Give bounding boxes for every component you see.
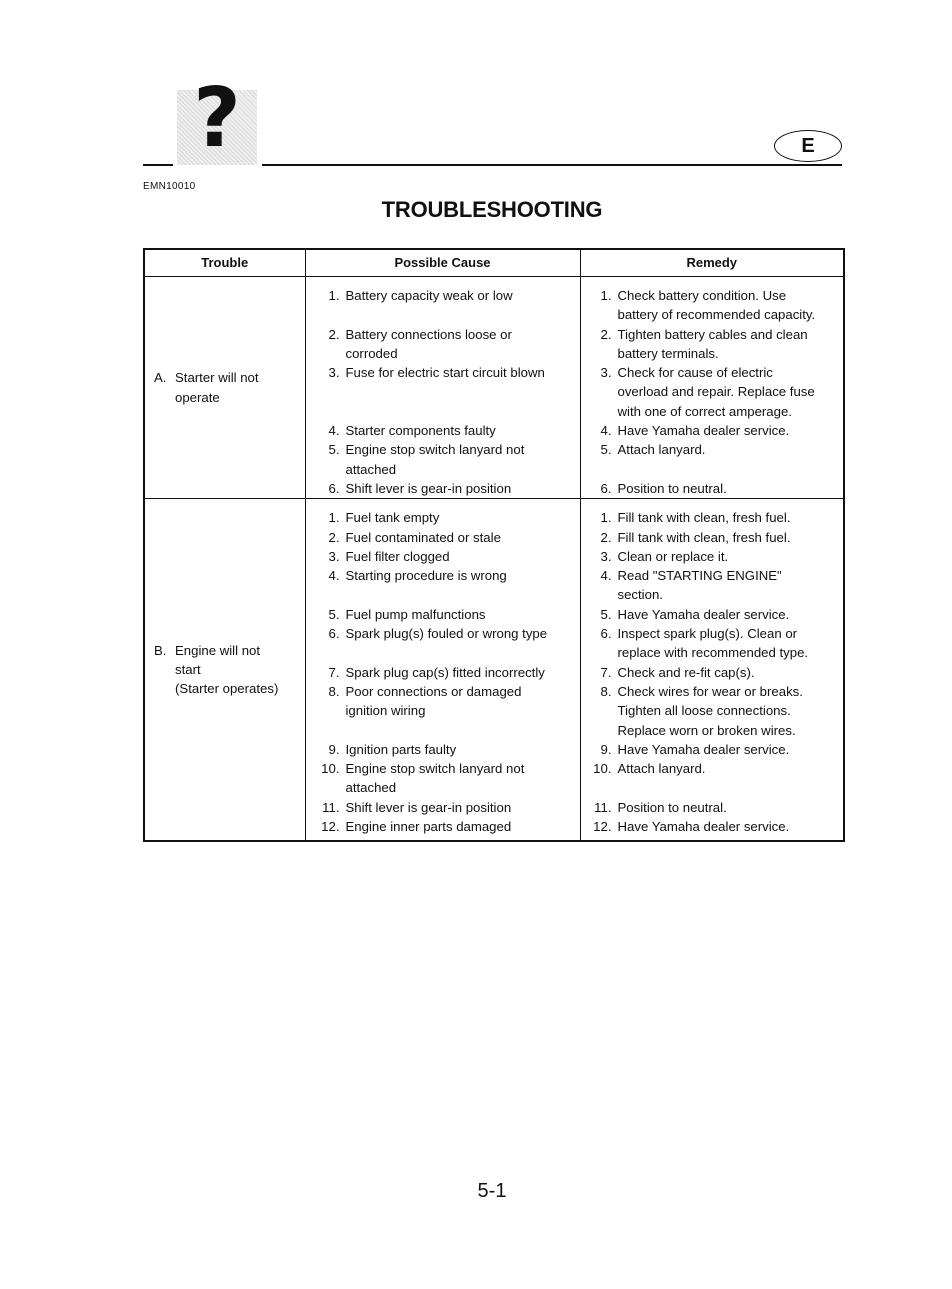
item-number: 6. [328,480,340,496]
remedy-item-text: Check for cause of electric [617,365,773,381]
remedy-item-text: Read "STARTING ENGINE" [617,568,782,584]
cause-item [310,547,576,566]
cause-item-text: ignition wiring [345,703,426,719]
cause-item-text: Poor connections or damaged [345,683,522,699]
cause-item-text: Battery capacity weak or low [345,288,513,303]
remedy-item-text: Fill tank with clean, fresh fuel. [617,529,791,545]
cause-item-text: attached [345,461,397,477]
cause-item-text: Fuel filter clogged [345,548,450,564]
remedy-item-text: battery terminals. [617,345,719,361]
item-number: 10. [593,761,612,777]
cause-item-text: Shift lever is gear-in position [345,480,512,496]
item-number: 3. [600,365,612,381]
item-number: 3. [328,548,340,564]
trouble-text: (Starter operates) [175,681,279,697]
remedy-item [585,798,840,817]
remedy-item-text: Have Yamaha dealer service. [617,606,790,622]
trouble-text: Engine will not [175,642,261,658]
cause-item [310,798,576,817]
cause-item-text: Starting procedure is wrong [345,568,507,584]
item-number: 10. [321,761,340,777]
item-number: 3. [328,365,340,381]
remedy-item-text: Attach lanyard. [617,442,706,458]
item-number: 2. [328,529,340,545]
header-rule-left [143,164,173,166]
item-number: 1. [600,288,612,303]
remedy-item-text: Check battery condition. Use [617,288,787,303]
header-trouble: Trouble [144,249,305,277]
table-row [144,499,844,842]
remedy-item-text: with one of correct amperage. [617,403,792,419]
question-mark-icon: ? [193,71,241,166]
cause-item-text: Fuse for electric start circuit blown [345,365,545,381]
item-number: 1. [328,510,340,526]
cause-item [310,508,576,527]
header-rule-right [262,164,842,166]
cause-item [310,528,576,547]
cause-item [310,817,576,836]
trouble-text: operate [175,389,220,405]
remedy-item [585,528,840,547]
cause-item [310,286,576,325]
troubleshooting-icon-box [177,71,257,166]
item-number: 9. [600,741,612,757]
remedy-item [585,566,840,605]
header-possible-cause: Possible Cause [305,249,580,277]
trouble-letter: B. [154,642,167,658]
item-number: 4. [328,423,340,439]
remedy-item [585,286,840,325]
cause-item-text: Engine stop switch lanyard not [345,761,525,777]
trouble-cell [144,277,305,499]
remedy-item [585,325,840,364]
remedy-item [585,740,840,759]
item-number: 5. [600,606,612,622]
item-number: 4. [600,423,612,439]
remedy-item-text: replace with recommended type. [617,645,809,661]
item-number: 6. [600,480,612,496]
item-number: 11. [322,799,340,815]
remedy-item-text: Check and re-fit cap(s). [617,664,755,680]
item-number: 8. [600,683,612,699]
remedy-item-text: Replace worn or broken wires. [617,722,796,738]
cause-item-text: Spark plug cap(s) fitted incorrectly [345,664,545,680]
remedy-item [585,682,840,740]
item-number: 4. [600,568,612,584]
remedy-item [585,624,840,663]
cause-item-text: Fuel pump malfunctions [345,606,486,622]
remedy-item [585,479,840,498]
cause-item [310,740,576,759]
cause-item-text: Fuel contaminated or stale [345,529,501,545]
remedy-item-text: Fill tank with clean, fresh fuel. [617,510,791,526]
cause-item [310,363,576,421]
item-number: 6. [600,626,612,642]
cause-item-text: Starter components faulty [345,423,496,439]
cause-item-text: Ignition parts faulty [345,741,457,757]
remedy-item-text: overload and repair. Replace fuse [617,384,815,400]
remedy-cell [580,277,844,499]
item-number: 7. [600,664,612,680]
cause-item-text: Battery connections loose or [345,326,512,342]
language-badge: E [774,130,842,162]
item-number: 12. [593,819,612,835]
remedy-item-text: Clean or replace it. [617,548,729,564]
cause-item [310,605,576,624]
remedy-item-text: Tighten all loose connections. [617,703,791,719]
remedy-item [585,508,840,527]
remedy-item-text: Have Yamaha dealer service. [617,741,790,757]
table-header-row [144,249,844,277]
remedy-item [585,547,840,566]
cause-item [310,624,576,663]
item-number: 8. [328,683,340,699]
cause-item [310,421,576,440]
remedy-item-text: Have Yamaha dealer service. [617,423,790,439]
remedy-item-text: Position to neutral. [617,480,727,496]
document-code: EMN10010 [143,181,196,192]
cause-item-text: Fuel tank empty [345,510,440,526]
remedy-item-text: Have Yamaha dealer service. [617,819,790,835]
remedy-item-text: Inspect spark plug(s). Clean or [617,626,798,642]
page-title: TROUBLESHOOTING [381,197,603,222]
remedy-item [585,759,840,798]
remedy-item-text: Tighten battery cables and clean [617,326,808,342]
troubleshooting-table [143,248,845,842]
cause-item-text: corroded [345,345,398,361]
remedy-item [585,421,840,440]
cause-item [310,566,576,605]
remedy-item-text: battery of recommended capacity. [617,307,816,323]
remedy-item [585,363,840,421]
cause-item-text: Shift lever is gear-in position [345,799,512,815]
remedy-item-text: section. [617,587,663,603]
cause-cell [305,277,580,499]
cause-item-text: Engine inner parts damaged [345,819,512,835]
remedy-item [585,605,840,624]
item-number: 4. [328,568,340,584]
cause-item [310,325,576,364]
item-number: 2. [328,326,340,342]
header-remedy: Remedy [580,249,844,277]
page-number: 5-1 [477,1180,507,1202]
cause-item-text: Spark plug(s) fouled or wrong type [345,626,548,642]
remedy-item-text: Attach lanyard. [617,761,706,777]
item-number: 11. [594,799,612,815]
table-body [144,277,844,842]
item-number: 5. [328,442,340,458]
trouble-cell [144,499,305,842]
cause-item [310,682,576,740]
table-row [144,277,844,499]
cause-item [310,663,576,682]
cause-item-text: attached [345,780,397,796]
remedy-cell [580,499,844,842]
cause-item [310,479,576,498]
trouble-letter: A. [154,370,167,386]
cause-item-text: Engine stop switch lanyard not [345,442,525,458]
item-number: 5. [600,442,612,458]
item-number: 6. [328,626,340,642]
item-number: 2. [600,326,612,342]
item-number: 5. [328,606,340,622]
trouble-text: start [175,662,201,678]
trouble-text: Starter will not [175,370,259,386]
item-number: 1. [600,510,612,526]
remedy-item-text: Check wires for wear or breaks. [617,683,803,699]
cause-item [310,440,576,479]
item-number: 2. [600,529,612,545]
item-number: 9. [328,741,340,757]
remedy-item [585,817,840,836]
item-number: 3. [600,548,612,564]
remedy-item [585,440,840,479]
item-number: 1. [328,288,340,303]
item-number: 7. [328,664,340,680]
remedy-item [585,663,840,682]
cause-item [310,759,576,798]
cause-cell [305,499,580,842]
item-number: 12. [321,819,340,835]
remedy-item-text: Position to neutral. [617,799,727,815]
